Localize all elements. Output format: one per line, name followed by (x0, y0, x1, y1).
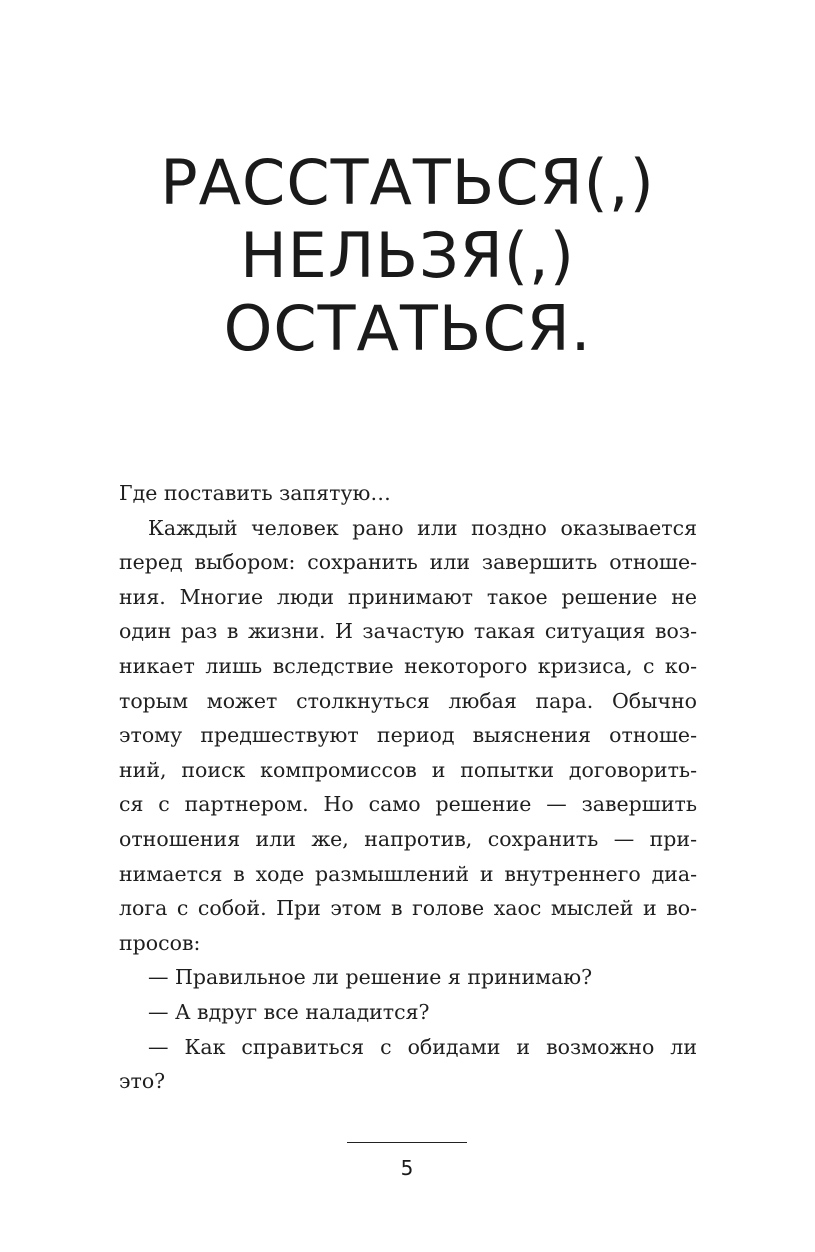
text-line: просов: (119, 930, 201, 955)
dialogue-line-3: — Как справиться с обидами и возможно ли (148, 1034, 697, 1059)
dialogue-line-1: — Правильное ли решение я принимаю? (148, 965, 593, 990)
text-line-intro: Где поставить запятую… (119, 481, 391, 505)
text-line: нимается в ходе размышлений и внутреннего диа- (119, 861, 697, 886)
chapter-title (0, 146, 815, 365)
text-line: никает лишь вследствие некоторого кризиса, с ко- (119, 653, 697, 678)
text-line: отношения или же, напротив, сохранить — при- (119, 826, 697, 851)
footer-divider (347, 1142, 467, 1143)
text-line: торым может столкнуться любая пара. Обычно (119, 688, 697, 713)
text-line: перед выбором: сохранить или завершить отноше- (119, 550, 697, 575)
chapter-title-line-2: НЕЛЬЗЯ(,) (240, 219, 575, 292)
text-line: один раз в жизни. И зачастую такая ситуация воз- (119, 619, 697, 644)
text-line: этому предшествуют период выяснения отноше- (119, 723, 697, 748)
text-line: ний, поиск компромиссов и попытки договорить- (119, 757, 697, 782)
chapter-title-line-3: ОСТАТЬСЯ. (223, 292, 592, 365)
body-text (119, 476, 697, 1099)
text-line: ния. Многие люди принимают такое решение не (119, 584, 697, 609)
page-number: 5 (400, 1156, 414, 1180)
text-line: ся с партнером. Но само решение — завершить (119, 792, 697, 817)
chapter-title-line-1: РАССТАТЬСЯ(,) (160, 146, 655, 219)
dialogue-line-3-end: это? (119, 1069, 166, 1094)
dialogue-line-2: — А вдруг все наладится? (148, 999, 430, 1024)
text-line: лога с собой. При этом в голове хаос мыслей и во- (119, 896, 697, 921)
text-line: Каждый человек рано или поздно оказывается (148, 515, 697, 540)
